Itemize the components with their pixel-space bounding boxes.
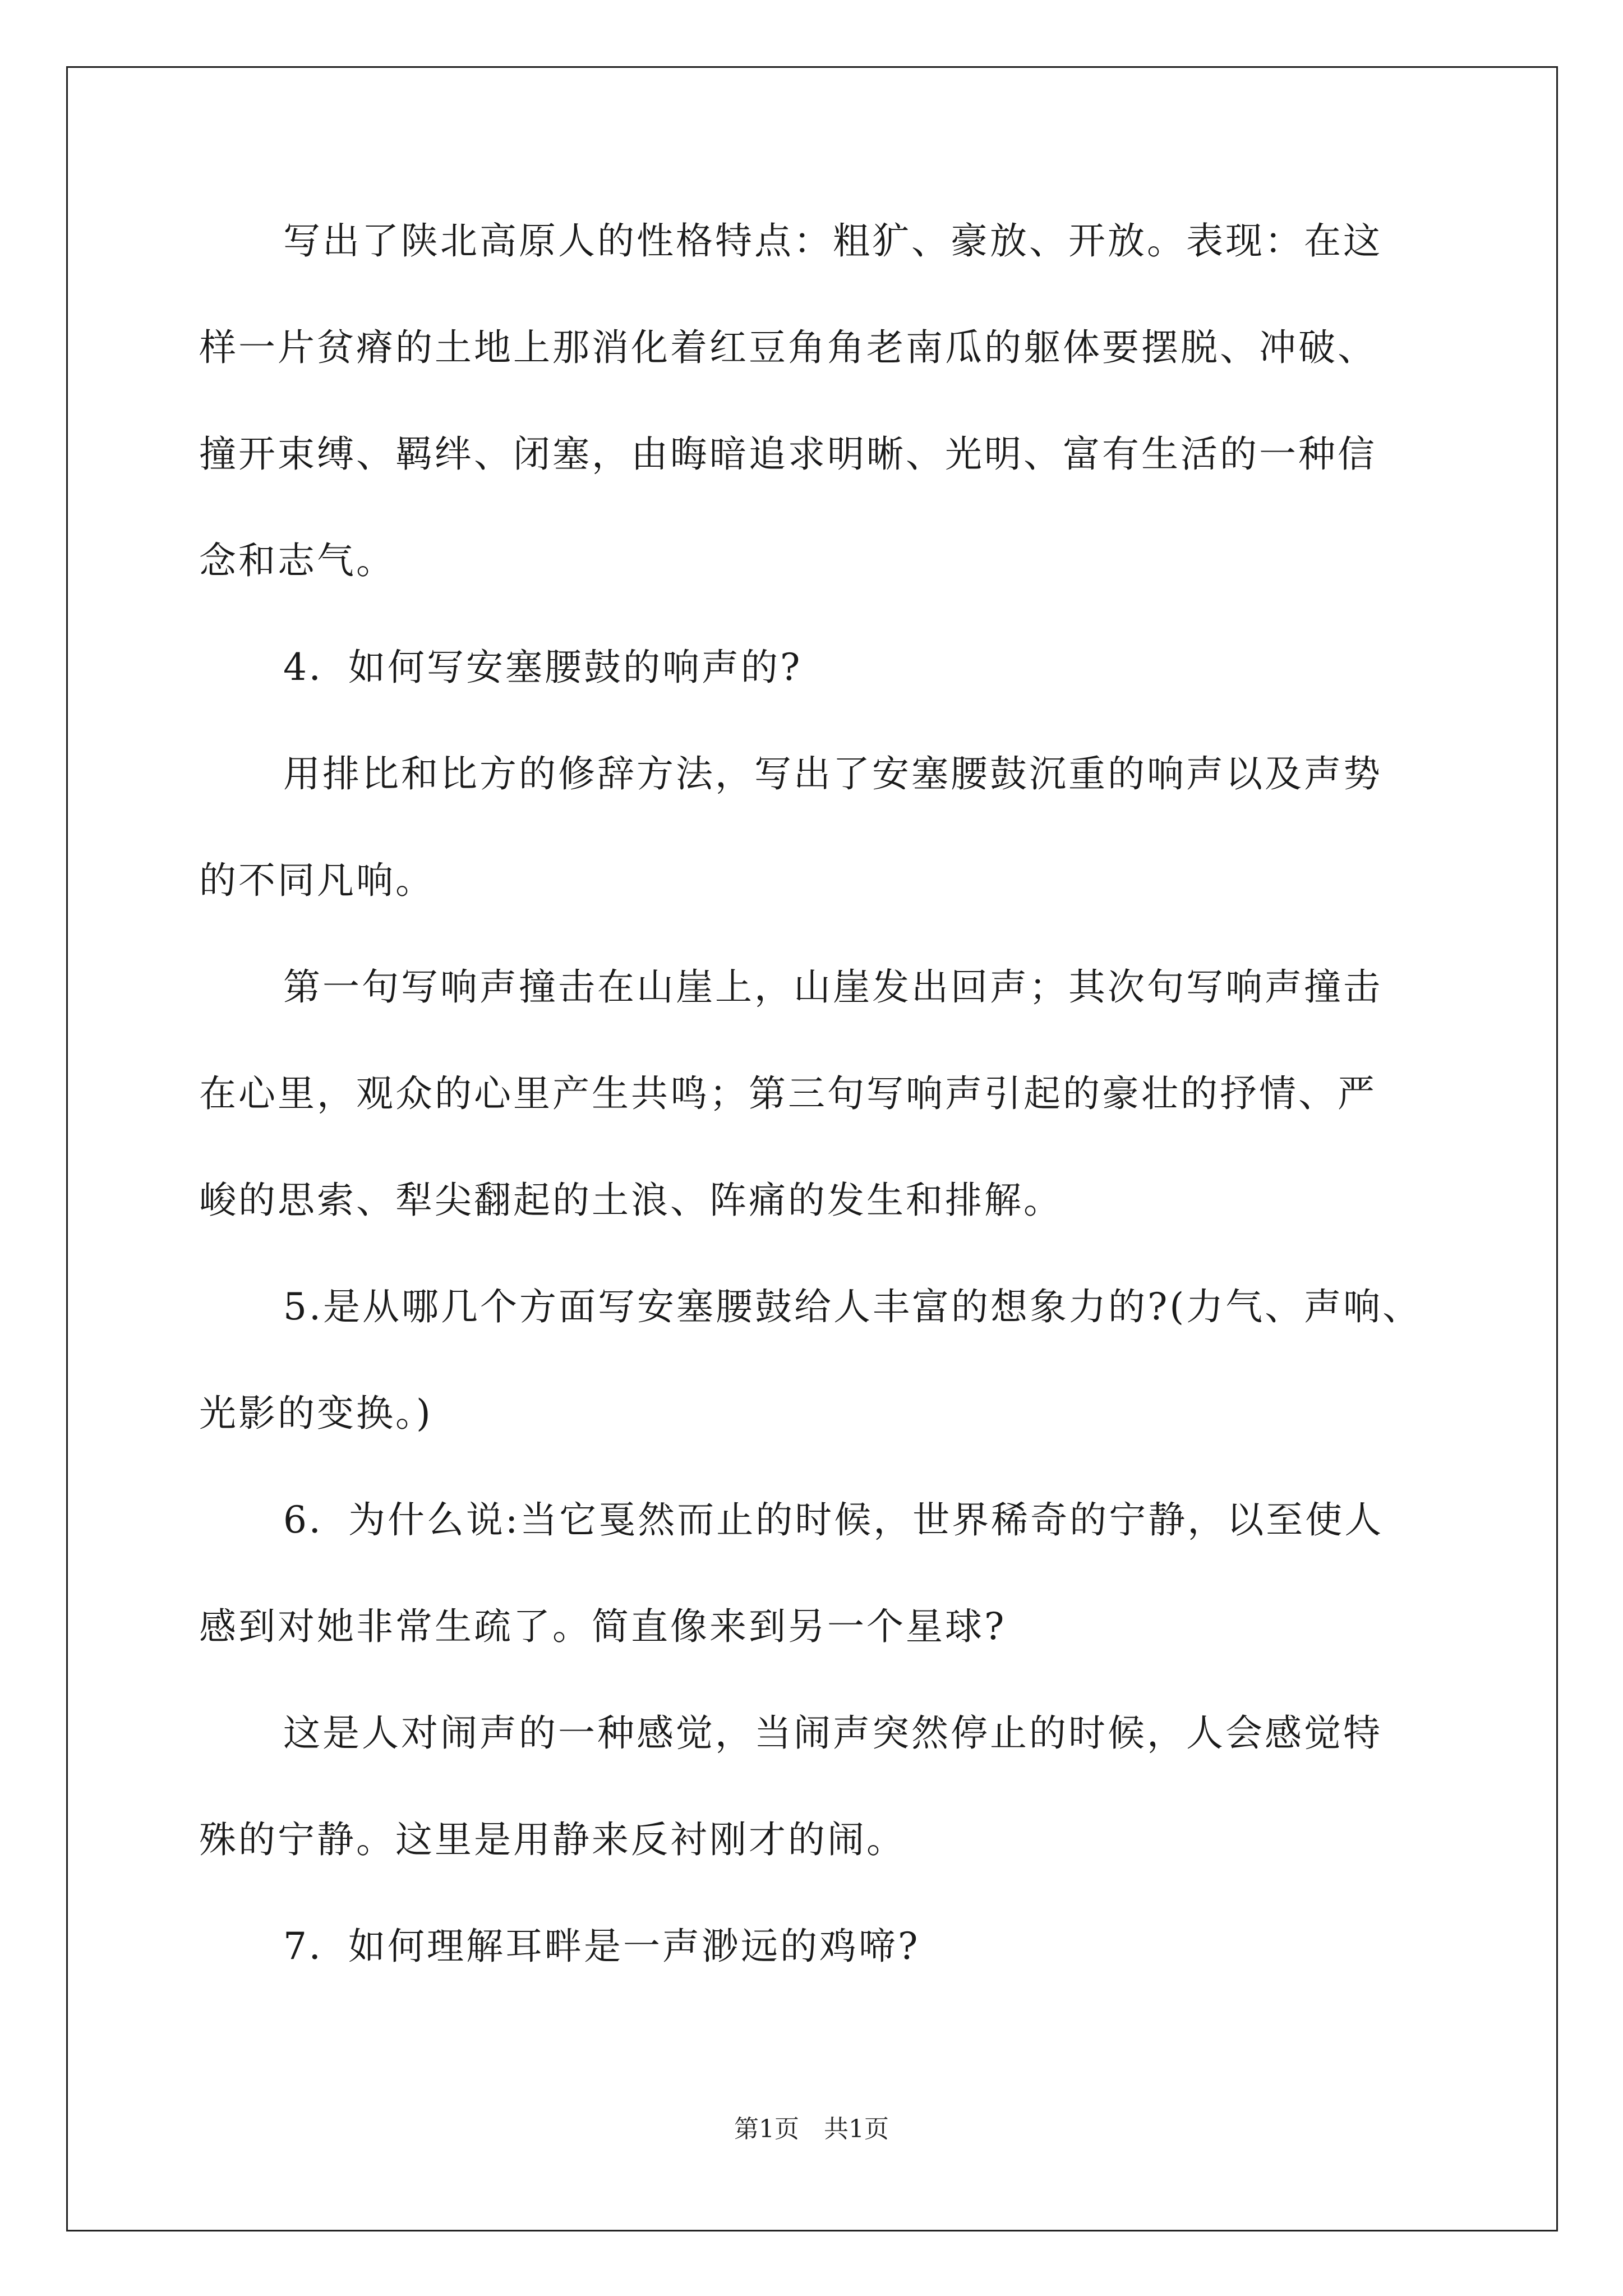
- answer-4b-line-2: 在心里，观众的心里产生共鸣；第三句写响声引起的豪壮的抒情、严: [199, 1072, 1377, 1115]
- question-5-line-1: 5.是从哪几个方面写安塞腰鼓给人丰富的想象力的?(力气、声响、: [283, 1285, 1422, 1328]
- question-6-line-1: 6．为什么说:当它戛然而止的时候，世界稀奇的宁静，以至使人: [283, 1498, 1384, 1542]
- paragraph-1-line-2: 样一片贫瘠的土地上那消化着红豆角角老南瓜的躯体要摆脱、冲破、: [199, 326, 1377, 369]
- question-6-line-2: 感到对她非常生疏了。简直像来到另一个星球?: [199, 1605, 1007, 1648]
- paragraph-1-line-3: 撞开束缚、羁绊、闭塞，由晦暗追求明晰、光明、富有生活的一种信: [199, 432, 1377, 476]
- answer-4-line-1: 用排比和比方的修辞方法，写出了安塞腰鼓沉重的响声以及声势: [283, 752, 1382, 795]
- answer-6-line-1: 这是人对闹声的一种感觉，当闹声突然停止的时候，人会感觉特: [283, 1711, 1382, 1755]
- answer-4-line-2: 的不同凡响。: [199, 859, 435, 902]
- paragraph-1-line-4: 念和志气。: [199, 539, 395, 582]
- paragraph-1-line-1: 写出了陕北高原人的性格特点：粗犷、豪放、开放。表现：在这: [283, 219, 1382, 263]
- question-5-line-2: 光影的变换。): [199, 1392, 433, 1435]
- page-number: 第1页 共1页: [734, 2115, 889, 2143]
- page-border: [66, 66, 1558, 2231]
- question-7: 7．如何理解耳畔是一声渺远的鸡啼?: [283, 1925, 920, 1968]
- answer-4b-line-1: 第一句写响声撞击在山崖上，山崖发出回声；其次句写响声撞击: [283, 965, 1382, 1009]
- answer-6-line-2: 殊的宁静。这里是用静来反衬刚才的闹。: [199, 1818, 906, 1861]
- answer-4b-line-3: 峻的思索、犁尖翻起的土浪、阵痛的发生和排解。: [199, 1179, 1063, 1222]
- question-4: 4．如何写安塞腰鼓的响声的?: [283, 646, 803, 689]
